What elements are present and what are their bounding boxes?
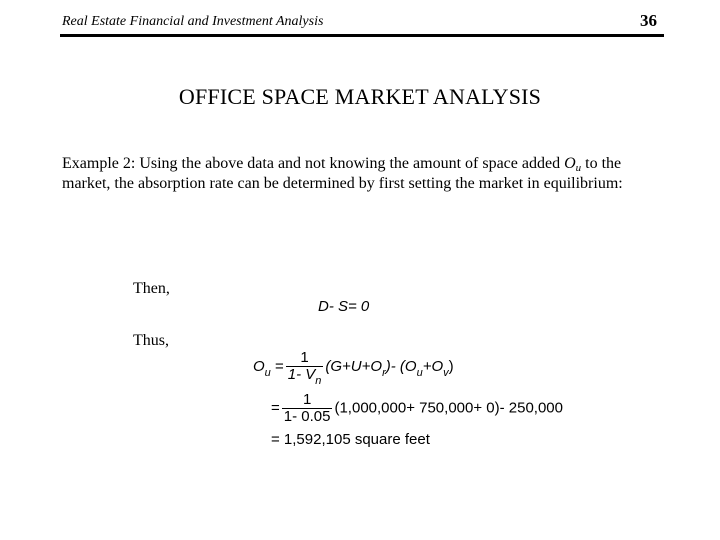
equation-line-2 [271, 392, 563, 425]
eq1-fraction [286, 349, 324, 387]
slide-title: OFFICE SPACE MARKET ANALYSIS [178, 84, 542, 109]
thus-label: Thus, [133, 332, 169, 349]
example-paragraph [62, 154, 668, 194]
eq1-tail-a: (G+U+O [325, 357, 383, 375]
eq2-fraction [282, 392, 333, 425]
eq1-tail-c-sub: v [443, 366, 449, 379]
equilibrium-equation [318, 298, 369, 315]
eq1-lhs: O [253, 357, 265, 375]
eq1-den-text: 1- V [287, 366, 316, 383]
equation-line-3: = 1,592,105 square feet [271, 431, 430, 448]
page-number: 36 [640, 11, 657, 30]
eq1-tail-b: )- (O [385, 357, 417, 375]
eq1-numerator: 1 [300, 349, 309, 366]
eq1-tail-c: +O [422, 357, 444, 375]
eq2-tail: (1,000,000+ 750,000+ 0)- 250,000 [334, 399, 563, 417]
header-title: Real Estate Financial and Investment Analysis [62, 14, 324, 29]
eq1-tail-a-sub: r [382, 366, 386, 379]
paragraph-intro: Example 2: Using the above data and not knowing the amount of space added [62, 155, 565, 172]
equation-line-1 [253, 349, 454, 387]
eq2-equals: = [271, 399, 280, 417]
eq2-denominator: 1- 0.05 [283, 408, 331, 425]
header-rule [60, 34, 664, 37]
eq1-tail-b-sub: u [416, 366, 423, 379]
paragraph-variable: O [564, 155, 576, 172]
paragraph-variable-subscript: u [575, 162, 582, 174]
paragraph-rest: to the market, the absorption rate can be determined by first setting the market in equilibrium: [62, 155, 623, 192]
equilibrium-text: D- S= 0 [318, 298, 370, 315]
eq1-denominator [286, 366, 324, 387]
eq1-equals: = [274, 357, 284, 375]
eq1-den-sub: n [315, 375, 322, 387]
eq2-numerator: 1 [302, 391, 312, 408]
eq1-tail-d: ) [448, 357, 454, 375]
then-label: Then, [133, 280, 170, 297]
eq1-lhs-sub: u [264, 366, 271, 379]
